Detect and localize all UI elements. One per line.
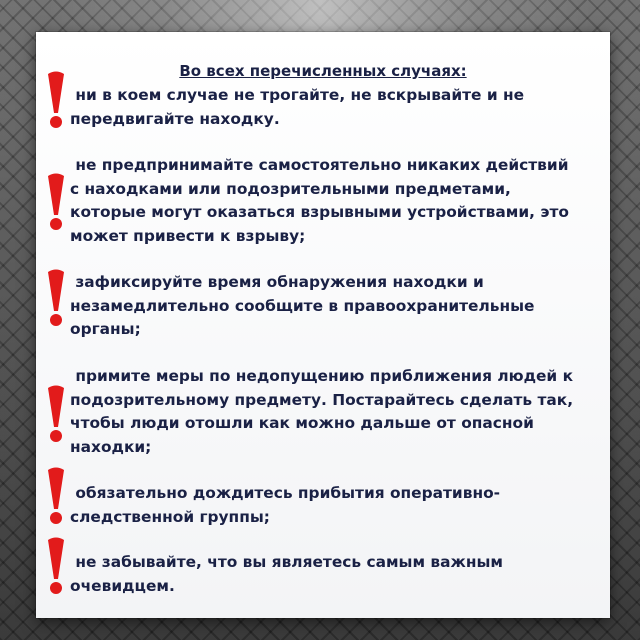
instruction-item-4: примите меры по недопущению приближения людей к подозрительному предмету. Постарайтесь сделать так, чтобы люди отошли как можно дальше от опасной находки;	[70, 367, 574, 456]
instruction-item-6: не забывайте, что вы являетесь самым важным очевидцем.	[70, 553, 503, 595]
notice-heading: Во всех перечисленных случаях:	[179, 62, 467, 80]
exclamation-mark-icon	[44, 466, 68, 526]
exclamation-mark-icon	[44, 70, 68, 130]
exclamation-mark-icon	[44, 172, 68, 232]
instruction-item-5: обязательно дождитесь прибытия оперативно- следственной группы;	[70, 484, 501, 526]
notice-card	[36, 32, 610, 618]
instruction-item-2: не предпринимайте самостоятельно никаких действий с находками или подозрительными предметами, которые могут оказаться взрывными устройствами, это может привести к взрыву;	[70, 156, 569, 245]
exclamation-mark-icon	[44, 384, 68, 444]
instruction-item-1: ни в коем случае не трогайте, не вскрывайте и не передвигайте находку.	[70, 86, 525, 128]
exclamation-mark-icon	[44, 536, 68, 596]
instruction-item-3: зафиксируйте время обнаружения находки и незамедлительно сообщите в правоохранительные органы;	[70, 273, 535, 338]
exclamation-mark-icon	[44, 268, 68, 328]
